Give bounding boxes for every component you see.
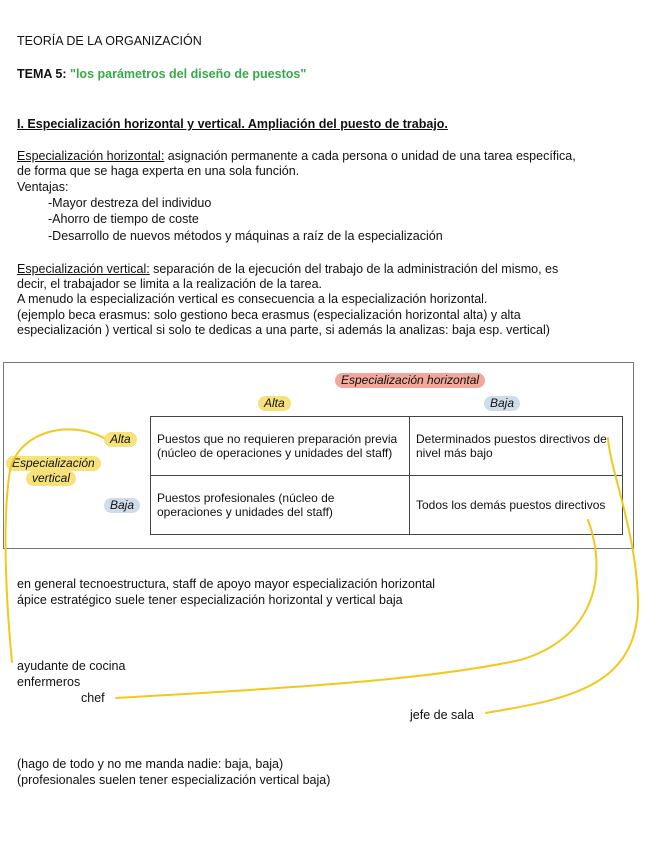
course-title: TEORÍA DE LA ORGANIZACIÓN: [17, 34, 202, 48]
closing-line-1: (hago de todo y no me manda nadie: baja, baja): [17, 757, 284, 771]
horizontal-axis-label: Especialización horizontal: [335, 373, 485, 388]
matrix-cell-alta-alta: Puestos que no requieren preparación previa (núcleo de operaciones y unidades del staff): [151, 417, 410, 476]
example-enfermeros: enfermeros: [17, 675, 81, 689]
closing-line-2: (profesionales suelen tener especialización vertical baja): [17, 773, 331, 787]
matrix-cell-alta-baja: Determinados puestos directivos de nivel más bajo: [410, 417, 623, 476]
annotation-line-jefe-de-sala: [486, 438, 638, 713]
column-baja-label: Baja: [484, 396, 520, 411]
column-alta-label: Alta: [258, 396, 291, 411]
vertical-consequence: A menudo la especialización vertical es consecuencia a la especialización horizontal.: [17, 292, 488, 306]
example-chef: chef: [81, 691, 105, 705]
row-alta-label: Alta: [104, 432, 137, 447]
example-ayudante: ayudante de cocina: [17, 659, 126, 673]
tema-name: "los parámetros del diseño de puestos": [70, 67, 307, 81]
horizontal-definition-text: asignación permanente a cada persona o unidad de una tarea específica,: [164, 149, 576, 163]
vertical-term: Especialización vertical:: [17, 262, 150, 276]
vertical-axis-label-line-1: Especialización: [6, 456, 101, 471]
ventaja-item: -Desarrollo de nuevos métodos y máquinas a raíz de la especialización: [48, 229, 443, 243]
matrix-cell-baja-alta: Puestos profesionales (núcleo de operaciones y unidades del staff): [151, 476, 410, 535]
vertical-axis-label-line-2: vertical: [26, 471, 76, 486]
matrix-cell-baja-baja: Todos los demás puestos directivos: [410, 476, 623, 535]
vertical-example-line-1: (ejemplo beca erasmus: solo gestiono beca erasmus (especialización horizontal alta) y alta: [17, 308, 521, 322]
note-line-1: en general tecnoestructura, staff de apoyo mayor especialización horizontal: [17, 577, 436, 591]
vertical-example-line-2: especialización ) vertical si solo te dedicas a una parte, si además la analizas: baja esp. vertical): [17, 323, 550, 337]
ventaja-item: -Ahorro de tiempo de coste: [48, 212, 199, 226]
tema-prefix: TEMA 5:: [17, 67, 67, 81]
horizontal-definition-line-2: de forma que se haga experta en una sola función.: [17, 164, 300, 178]
ventajas-label: Ventajas:: [17, 180, 69, 194]
ventaja-item: -Mayor destreza del individuo: [48, 196, 212, 210]
row-baja-label: Baja: [104, 498, 140, 513]
horizontal-term: Especialización horizontal:: [17, 149, 165, 163]
vertical-definition-text: separación de la ejecución del trabajo de la administración del mismo, es: [149, 262, 559, 276]
example-jefe-de-sala: jefe de sala: [410, 708, 474, 722]
section-heading: I. Especialización horizontal y vertical. Ampliación del puesto de trabajo.: [17, 117, 448, 131]
note-line-2: ápice estratégico suele tener especialización horizontal y vertical baja: [17, 593, 403, 607]
annotation-line-chef: [116, 520, 597, 698]
annotation-line-alta-to-ayudante: [6, 429, 104, 662]
vertical-definition-line-2: decir, el trabajador se limita a la realización de la tarea.: [17, 277, 323, 291]
